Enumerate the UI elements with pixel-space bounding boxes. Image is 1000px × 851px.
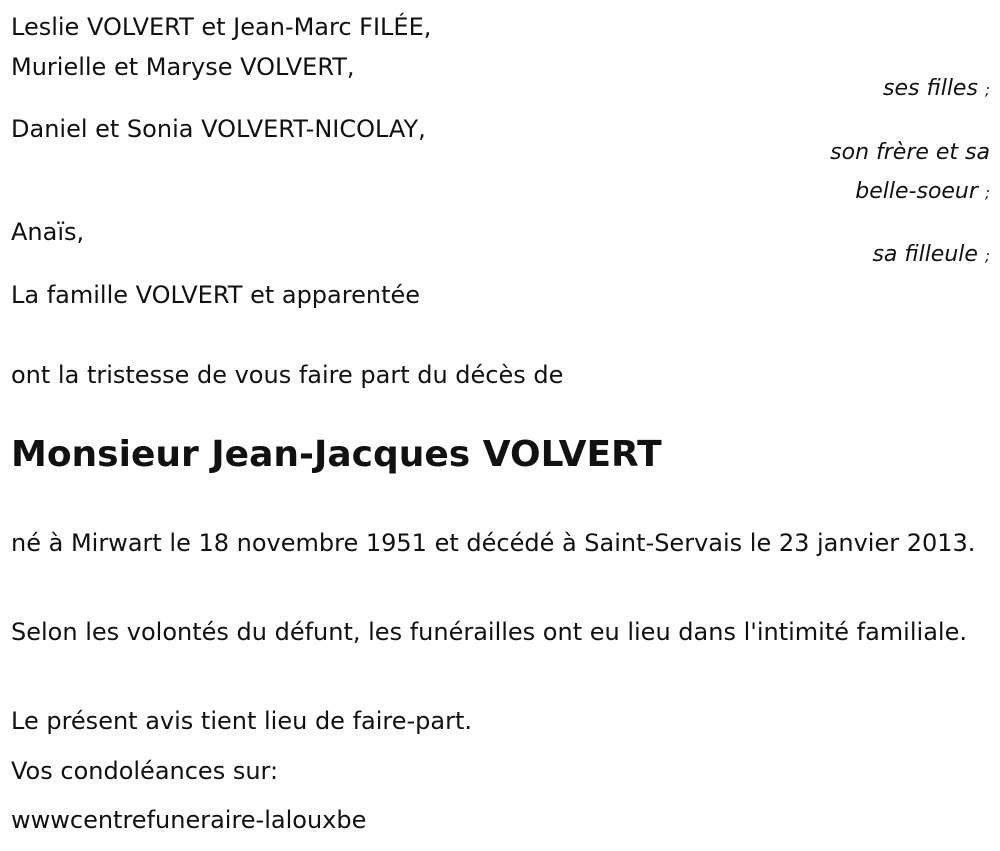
daughters-line-1: Leslie VOLVERT et Jean-Marc FILÉE, [11, 13, 432, 41]
brother-line: Daniel et Sonia VOLVERT-NICOLAY, [11, 115, 426, 143]
website-text: wwwcentrefuneraire-lalouxbe [11, 806, 367, 834]
goddaughter-role [872, 241, 990, 270]
role-semicolon: ; [984, 184, 990, 202]
brother-role-line-1: son frère et sa [830, 140, 990, 165]
family-line: La famille VOLVERT et apparentée [11, 281, 421, 309]
goddaughter-role-text: sa filleule [872, 242, 978, 267]
daughters-role-text: ses filles [883, 76, 978, 101]
notice-paragraph: Le présent avis tient lieu de faire-part. [11, 707, 473, 735]
condolences-label: Vos condoléances sur: [11, 757, 279, 785]
daughters-role [883, 75, 990, 104]
daughters-line-2: Murielle et Maryse VOLVERT, [11, 53, 355, 81]
birth-death-paragraph: né à Mirwart le 18 novembre 1951 et décédé à Saint-Servais le 23 janvier 2013. [11, 529, 976, 557]
brother-role-line-2 [855, 178, 990, 207]
brother-role-text: belle-soeur [855, 179, 978, 204]
role-semicolon: ; [984, 247, 990, 265]
announcement: ont la tristesse de vous faire part du décès de [11, 361, 564, 389]
deceased-name: Monsieur Jean-Jacques VOLVERT [11, 434, 662, 475]
funeral-paragraph: Selon les volontés du défunt, les funérailles ont eu lieu dans l'intimité familiale. [11, 618, 967, 646]
role-semicolon: ; [984, 81, 990, 99]
goddaughter-line: Anaïs, [11, 218, 85, 246]
